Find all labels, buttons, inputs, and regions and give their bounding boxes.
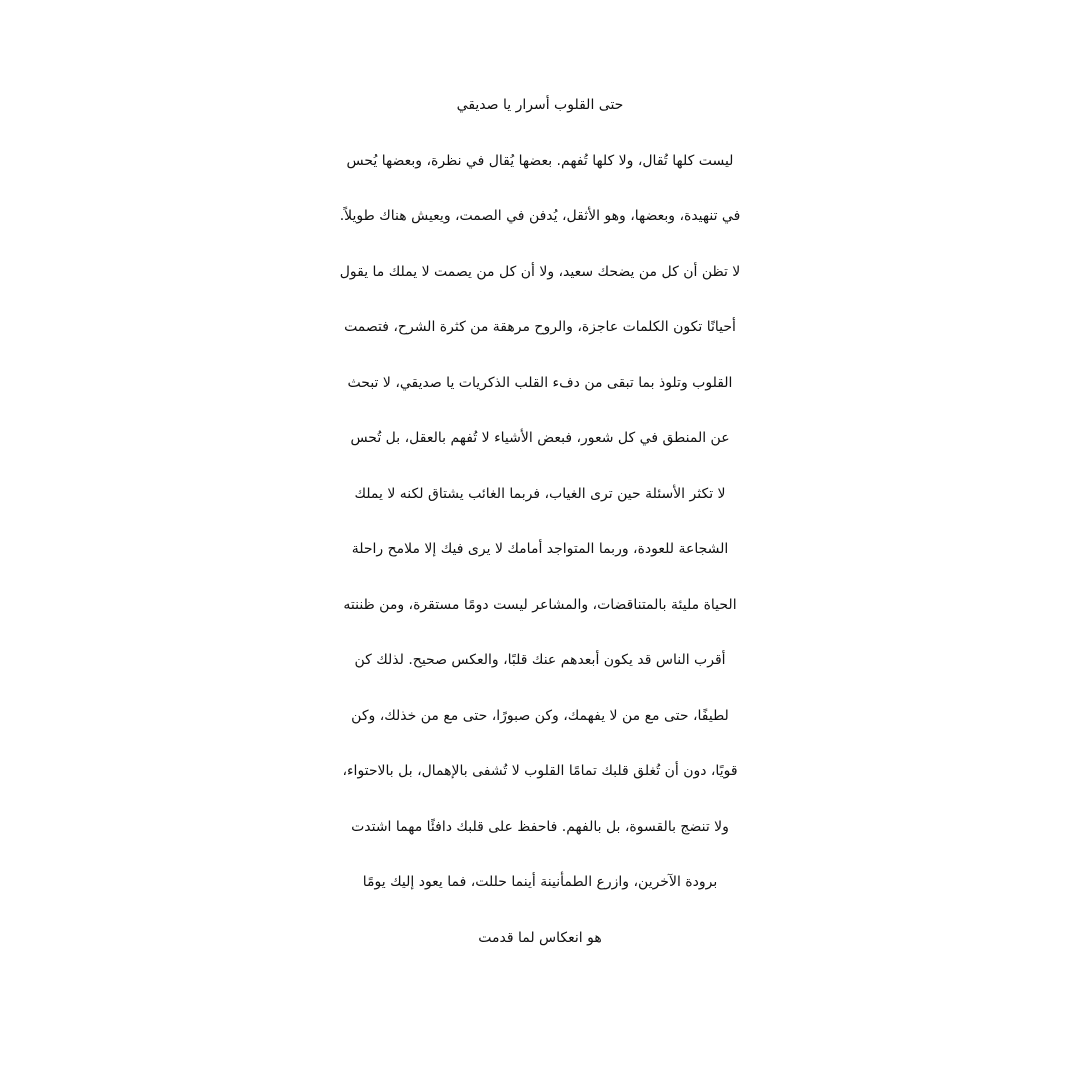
document-title: حتى القلوب أسرار يا صديقي xyxy=(456,97,624,113)
text-line: أقرب الناس قد يكون أبعدهم عنك قلبًا، والعكس صحيح. لذلك كن xyxy=(354,652,726,668)
text-line: الحياة مليئة بالمتناقضات، والمشاعر ليست دومًا مستقرة، ومن ظننته xyxy=(343,596,737,613)
text-line: في تنهيدة، وبعضها، وهو الأثقل، يُدفن في الصمت، ويعيش هناك طويلاً. xyxy=(339,208,741,224)
text-line: القلوب وتلوذ بما تبقى من دفء القلب الذكريات يا صديقي، لا تبحث xyxy=(347,374,733,391)
text-line: أحيانًا تكون الكلمات عاجزة، والروح مرهقة من كثرة الشرح، فتصمت xyxy=(344,319,736,335)
text-block xyxy=(20,78,1060,966)
text-line: هو انعكاس لما قدمت xyxy=(478,929,602,946)
text-line: لطيفًا، حتى مع من لا يفهمك، وكن صبورًا، حتى مع من خذلك، وكن xyxy=(351,707,729,724)
text-line: لا تظن أن كل من يضحك سعيد، ولا أن كل من يصمت لا يملك ما يقول xyxy=(339,263,741,280)
text-line: برودة الآخرين، وازرع الطمأنينة أينما حللت، فما يعود إليك يومًا xyxy=(362,874,718,890)
text-line: لا تكثر الأسئلة حين ترى الغياب، فربما الغائب يشتاق لكنه لا يملك xyxy=(354,485,726,502)
text-line: عن المنطق في كل شعور، فبعض الأشياء لا تُفهم بالعقل، بل تُحس xyxy=(350,430,730,446)
text-line: ليست كلها تُقال، ولا كلها تُفهم. بعضها يُقال في نظرة، وبعضها يُحس xyxy=(346,152,734,169)
text-line: الشجاعة للعودة، وربما المتواجد أمامك لا يرى فيك إلا ملامح راحلة xyxy=(351,541,729,557)
text-line: قويًا، دون أن تُغلق قلبك تمامًا القلوب لا تُشفى بالإهمال، بل بالاحتواء، xyxy=(342,763,738,779)
text-line: ولا تنضج بالقسوة، بل بالفهم. فاحفظ على قلبك دافئًا مهما اشتدت xyxy=(351,818,729,835)
